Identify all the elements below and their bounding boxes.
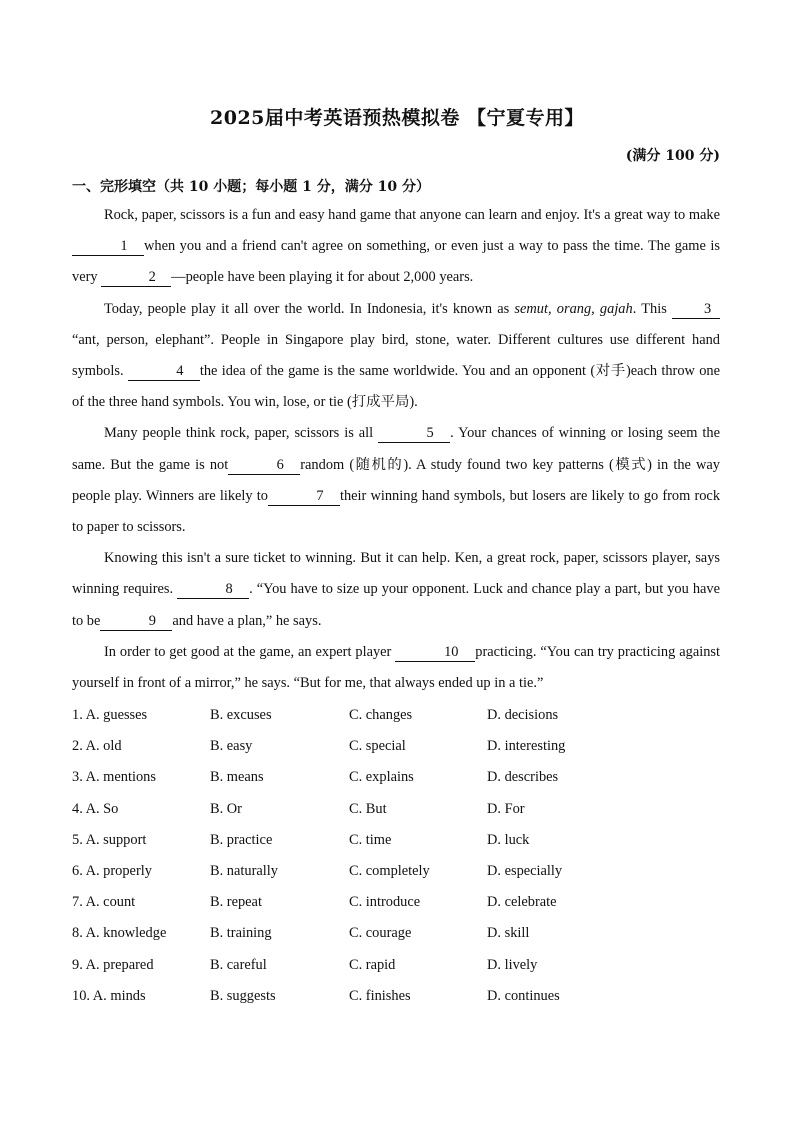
blank-1: 1 <box>72 237 144 256</box>
option-row-8 <box>72 918 722 949</box>
passage-text: . This <box>632 300 672 317</box>
section-heading: 一、完形填空（共 10 小题；每小题 1 分，满分 10 分） <box>72 179 430 195</box>
option-choice: B. careful <box>210 956 267 973</box>
option-choice: D. luck <box>487 831 530 848</box>
page-title: 2025届中考英语预热模拟卷 【宁夏专用】 <box>210 107 584 129</box>
passage-text: Today, people play it all over the world. In Indonesia, it's known as <box>104 300 515 317</box>
option-choice: D. continues <box>487 987 560 1004</box>
passage-text: . “You have to size up your opponent. Luck and chance play a part, but you have to be <box>72 581 720 629</box>
option-choice: 9. A. prepared <box>72 956 154 973</box>
option-choice: D. lively <box>487 956 538 973</box>
option-choice: C. completely <box>349 863 430 880</box>
option-choice: 3. A. mentions <box>72 769 156 786</box>
option-choice: B. suggests <box>210 987 276 1004</box>
italic-term: semut, orang, gajah <box>514 300 633 317</box>
option-row-10 <box>72 981 722 1012</box>
option-choice: D. celebrate <box>487 894 557 911</box>
option-row-5 <box>72 825 722 856</box>
option-choice: C. explains <box>349 769 414 786</box>
paragraph-4 <box>72 543 720 637</box>
option-choice: B. excuses <box>210 707 272 724</box>
blank-8: 8 <box>177 580 249 599</box>
score-note: (满分 100 分) <box>625 148 720 164</box>
option-choice: D. skill <box>487 925 530 942</box>
passage-text: the idea of the game is the same worldwide. You and an opponent (对手)each throw one of the three hand symbols. You win, lose, or tie (打成平局). <box>72 363 720 411</box>
option-choice: D. describes <box>487 769 559 786</box>
option-choice: C. courage <box>349 925 412 942</box>
option-choice: C. special <box>349 738 406 755</box>
option-choice: 5. A. support <box>72 831 147 848</box>
blank-10: 10 <box>395 643 475 662</box>
paragraph-2 <box>72 294 720 419</box>
option-choice: 4. A. So <box>72 800 119 817</box>
option-choice: B. Or <box>210 800 242 817</box>
option-row-4 <box>72 794 722 825</box>
option-choice: B. repeat <box>210 894 262 911</box>
passage-text: . Your chances of winning or losing seem the same. But the game is not <box>72 425 721 473</box>
passage-text: In order to get good at the game, an expert player <box>104 643 396 660</box>
answer-options <box>72 700 722 1012</box>
passage-text: “ant, person, elephant”. People in Singapore play bird, stone, water. Different cultures use different hand symbols. <box>72 331 720 380</box>
option-choice: 8. A. knowledge <box>72 925 167 942</box>
blank-5: 5 <box>378 424 450 443</box>
passage-text: Many people think rock, paper, scissors is all <box>104 425 379 442</box>
option-choice: D. interesting <box>487 738 566 755</box>
option-choice: B. means <box>210 769 264 786</box>
blank-7: 7 <box>268 487 340 506</box>
option-choice: C. introduce <box>349 894 421 911</box>
option-choice: D. decisions <box>487 707 559 724</box>
paragraph-3 <box>72 418 720 543</box>
option-choice: B. easy <box>210 738 253 755</box>
passage-text: Rock, paper, scissors is a fun and easy hand game that anyone can learn and enjoy. It's a great way to make <box>104 207 720 223</box>
blank-9: 9 <box>100 612 172 631</box>
blank-3: 3 <box>672 300 720 319</box>
paragraph-1 <box>72 200 720 294</box>
option-choice: B. training <box>210 925 272 942</box>
option-choice: C. finishes <box>349 987 411 1004</box>
passage-text: practicing. “You can try practicing against yourself in front of a mirror,” he says. “But for me, that always ended up in a tie.” <box>72 643 721 692</box>
passage-text: when you and a friend can't agree on something, or even just a way to pass the time. The game is very <box>72 238 720 286</box>
option-choice: 6. A. properly <box>72 863 152 880</box>
blank-4: 4 <box>128 362 200 381</box>
blank-2: 2 <box>101 268 171 287</box>
passage-text: their winning hand symbols, but losers are likely to go from rock to paper to scissors. <box>72 487 721 536</box>
option-row-7 <box>72 887 722 918</box>
option-choice: 10. A. minds <box>72 987 146 1004</box>
passage-text: and have a plan,” he says. <box>172 612 322 629</box>
option-choice: D. especially <box>487 863 563 880</box>
option-choice: C. But <box>349 800 387 817</box>
option-choice: B. naturally <box>210 863 278 880</box>
option-row-3 <box>72 762 722 793</box>
option-row-1 <box>72 700 722 731</box>
option-row-2 <box>72 731 722 762</box>
option-choice: C. changes <box>349 707 413 724</box>
option-choice: 1. A. guesses <box>72 707 148 724</box>
option-row-9 <box>72 950 722 981</box>
passage-text: random (随机的). A study found two key patterns (模式) in the way people play. Winners are likely to <box>72 456 720 504</box>
option-choice: C. time <box>349 831 392 848</box>
passage-text: Knowing this isn't a sure ticket to winning. But it can help. Ken, a great rock, paper, scissors player, says winning requires. <box>72 550 720 598</box>
paragraph-5 <box>72 637 720 699</box>
option-row-6 <box>72 856 722 887</box>
option-choice: 2. A. old <box>72 738 122 755</box>
blank-6: 6 <box>228 456 300 475</box>
option-choice: B. practice <box>210 831 273 848</box>
cloze-passage <box>72 200 720 699</box>
passage-text: —people have been playing it for about 2,000 years. <box>171 269 474 286</box>
option-choice: C. rapid <box>349 956 396 973</box>
option-choice: 7. A. count <box>72 894 136 911</box>
option-choice: D. For <box>487 800 525 817</box>
